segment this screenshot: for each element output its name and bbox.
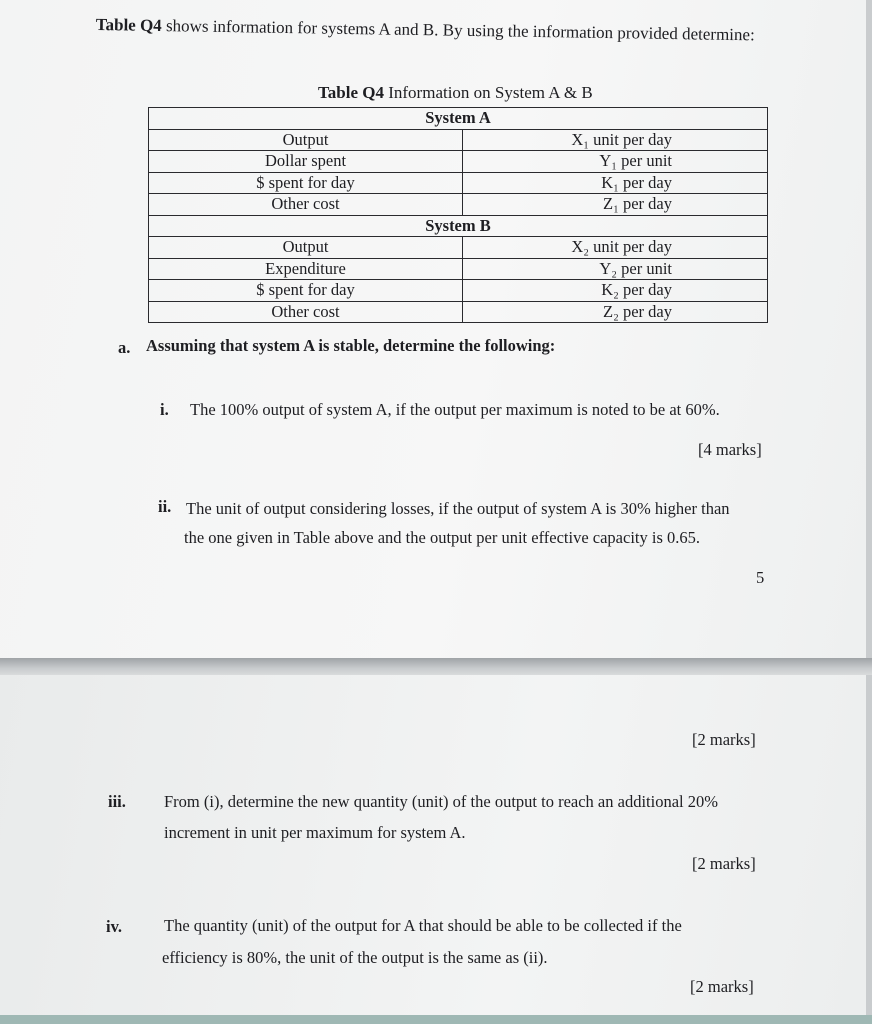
table-cell-label: $ spent for day [149,280,463,302]
table-cell-label: Output [149,129,463,151]
table-cell-value: Y₁ per unit [463,151,768,173]
table-row [149,172,768,194]
table-cell-label: $ spent for day [149,172,463,194]
system-a-header: System A [149,108,768,130]
q4-number: iv. [106,917,123,936]
caption-text: Information on System A & B [388,83,593,102]
table-row [149,108,768,130]
table-cell-label: Other cost [149,301,463,323]
q3-line1: From (i), determine the new quantity (unit) of the output to reach an additional 20% [164,792,718,811]
caption-label: Table Q4 [318,83,384,102]
table-row [149,129,768,151]
q1-marks: [4 marks] [698,440,762,459]
table-cell-value: Z₂ per day [463,301,768,323]
intro-text: shows information for systems A and B. By using the information provided determine: [165,16,755,45]
table-row [149,194,768,216]
table-cell-value: X₁ unit per day [463,129,768,151]
table-cell-value: Z₁ per day [463,194,768,216]
table-row [149,280,768,302]
table-cell-label: Dollar spent [149,151,463,173]
q4-line1: The quantity (unit) of the output for A that should be able to be collected if the [164,916,682,935]
q2-number: ii. [158,497,172,516]
surface-strip [0,1015,872,1024]
q4-marks: [2 marks] [690,977,754,996]
q3-marks: [2 marks] [692,854,756,873]
intro-table-label: Table Q4 [95,14,162,36]
q1-text: The 100% output of system A, if the output per maximum is noted to be at 60%. [190,400,720,419]
q1-number: i. [160,400,169,419]
table-cell-value: K₂ per day [463,280,768,302]
table-row [149,258,768,280]
table-row [149,151,768,173]
q2-line1: The unit of output considering losses, if the output of system A is 30% higher than [186,499,730,518]
q2-line2: the one given in Table above and the output per unit effective capacity is 0.65. [184,528,700,547]
page-number: 5 [756,568,765,587]
page-fold-shadow [0,658,872,675]
q2-marks: [2 marks] [692,730,756,749]
table-row [149,215,768,237]
table-cell-label: Other cost [149,194,463,216]
table-cell-label: Output [149,237,463,259]
table-row [149,237,768,259]
table-cell-label: Expenditure [149,258,463,280]
system-info-table [148,107,768,323]
table-row [149,301,768,323]
table-cell-value: Y₂ per unit [463,258,768,280]
part-a-number: a. [118,338,131,357]
q3-number: iii. [108,792,126,811]
table-cell-value: X₂ unit per day [463,237,768,259]
q3-line2: increment in unit per maximum for system A. [164,823,466,842]
system-b-header: System B [149,215,768,237]
part-a-text: Assuming that system A is stable, determine the following: [146,336,556,355]
q4-line2: efficiency is 80%, the unit of the output is the same as (ii). [162,948,548,967]
table-caption [318,83,593,103]
table-cell-value: K₁ per day [463,172,768,194]
